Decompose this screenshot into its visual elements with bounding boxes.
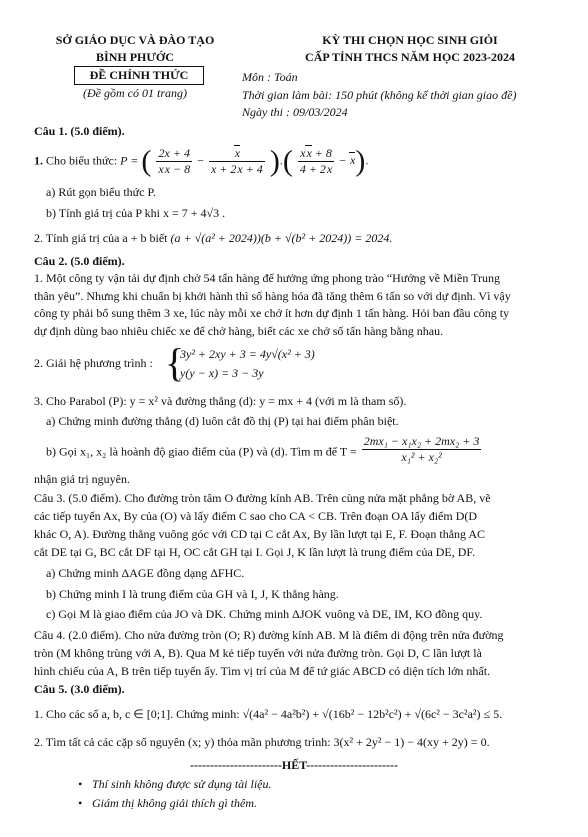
q1-part-b: b) Tính giá trị của P khi x = 7 + 4√3 . [46, 206, 226, 220]
q3-part-c: c) Gọi M là giao điểm của JO và DK. Chứng minh ΔJOK vuông và DE, IM, KO đồng quy. [46, 607, 483, 621]
q3-line2: các tiếp tuyến Ax, By của (O) và lấy điểm C sao cho CA < CB. Trên đoạn OA lấy điểm D(D [34, 509, 478, 523]
q2-p1-line2: thân yêu”. Nhưng khi chuẩn bị khởi hành thì số hàng hóa đã tăng thêm 6 tấn so với dự định. Vì vậy [34, 289, 511, 303]
province-name: BÌNH PHƯỚC [96, 50, 174, 64]
q3-line1: Câu 3. (5.0 điểm). Cho đường tròn tâm O đường kính AB. Trên cùng nửa mặt phẳng bờ AB, vẽ [34, 491, 491, 505]
q3-part-a: a) Chứng minh ΔAGE đồng dạng ΔFHC. [46, 566, 245, 580]
q2-p3b: b) Gọi x₁, x₂ là hoành độ giao điểm của (P) và (d). Tìm m để T = $\frac{\text{2mx₁ − x₁x₂ + 2mx₂ + 3}}{\text{x₁² + x₂²}}$ [46, 434, 480, 464]
q4-line3: hình chiếu của A, B trên tiếp tuyến ấy. Tìm vị trí của M để tứ giác ABCD có diện tích lớn nhất. [34, 664, 491, 678]
department-name: SỞ GIÁO DỤC VÀ ĐÀO TẠO [55, 33, 215, 47]
end-marker: -----------------------HẾT----------------------- [189, 758, 399, 772]
q2-system-eq1: 3y² + 2xy + 3 = 4y√(x² + 3) [180, 347, 315, 361]
exam-level: CẤP TỈNH THCS NĂM HỌC 2023-2024 [305, 50, 515, 64]
note-no-explanation: Giám thị không giải thích gì thêm. [92, 796, 257, 810]
q2-t-numerator: 2mx₁ − x₁x₂ + 2mx₂ + 3 [363, 434, 480, 448]
q5-p2: 2. Tìm tất cả các cặp số nguyên (x; y) thỏa mãn phương trình: 3(x² + 2y² − 1) − 4(xy + 2y) = 0. [34, 735, 490, 749]
exam-date: Ngày thi : 09/03/2024 [242, 105, 348, 119]
q3-part-b: b) Chứng minh I là trung điểm của GH và I, J, K thẳng hàng. [46, 587, 339, 601]
exam-subject: Môn : Toán [242, 70, 298, 84]
q1-expression: 1. Cho biểu thức: P = ( $\frac{2x + 4}{xx - 8}$ − $\frac{x}{x + 2x + 4}$ ).( $\frac{xx + 8}{4 + 2x}$ − x). [34, 144, 369, 178]
q3-line4: cắt DE tại G, BC cắt DF tại H, OC cắt GH tại I. Gọi J, K lần lượt là trung điểm của DE, DF. [34, 545, 476, 559]
q2-t-denominator: x₁² + x₂² [401, 450, 442, 464]
q1-title: Câu 1. (5.0 điểm). [34, 124, 125, 138]
note-no-documents: Thí sinh không được sử dụng tài liệu. [92, 777, 272, 791]
q2-p3a: a) Chứng minh đường thẳng (d) luôn cắt đồ thị (P) tại hai điểm phân biệt. [46, 414, 399, 428]
q5-p1: 1. Cho các số a, b, c ∈ [0;1]. Chứng minh: √(4a² − 4a²b²) + √(16b² − 12b²c²) + √(6c² − 3c²a²) ≤ 5. [34, 707, 503, 721]
exam-time: Thời gian làm bài: 150 phút (không kể thời gian giao đề) [242, 88, 517, 102]
page-count: (Đề gồm có 01 trang) [83, 86, 187, 100]
official-badge: ĐỀ CHÍNH THỨC [74, 66, 204, 85]
q2-p2: 2. Giải hệ phương trình : [34, 356, 153, 370]
q2-p1-line4: dự định dùng bao nhiêu chiếc xe để chở hàng, biết các xe chở số tấn hàng bằng nhau. [34, 324, 444, 338]
q5-title: Câu 5. (3.0 điểm). [34, 682, 125, 696]
q2-system-eq2: y(y − x) = 3 − 3y [180, 366, 264, 380]
q2-p1-line1: 1. Một công ty vận tải dự định chở 54 tấn hàng để hưởng ứng phong trào “Hướng về Miền Trung [34, 271, 501, 285]
q1-p2-eq: (a + √(a² + 2024))(b + √(b² + 2024)) = 2024. [170, 231, 393, 245]
exam-title: KỲ THI CHỌN HỌC SINH GIỎI [322, 33, 498, 47]
q2-p1-line3: công ty phải bổ sung thêm 3 xe, lúc này mỗi xe chở ít hơn dự định 1 tấn hàng. Hỏi ban đầu công ty [34, 306, 510, 320]
q2-p3: 3. Cho Parabol (P): y = x² và đường thẳng (d): y = mx + 4 (với m là tham số). [34, 394, 407, 408]
system-brace: { [165, 340, 185, 385]
q4-line2: tròn (M không trùng với A, B). Qua M kẻ tiếp tuyến với nửa đường tròn. Gọi D, C lần lượt là [34, 646, 482, 660]
q2-p3b-end: nhận giá trị nguyên. [34, 472, 130, 486]
q3-line3: khác O, A). Đường thẳng vuông góc với CD tại C cắt Ax, By lần lượt tại E, F. Đoạn thẳng AC [34, 527, 486, 541]
q2-title: Câu 2. (5.0 điểm). [34, 254, 125, 268]
q1-p2: 2. Tính giá trị của a + b biết (a + √(a² + 2024))(b + √(b² + 2024)) = 2024. [34, 231, 393, 245]
q4-line1: Câu 4. (2.0 điểm). Cho nửa đường tròn (O; R) đường kính AB. M là điểm di động trên nửa đường [34, 628, 504, 642]
q1-part-a: a) Rút gọn biểu thức P. [46, 185, 156, 199]
